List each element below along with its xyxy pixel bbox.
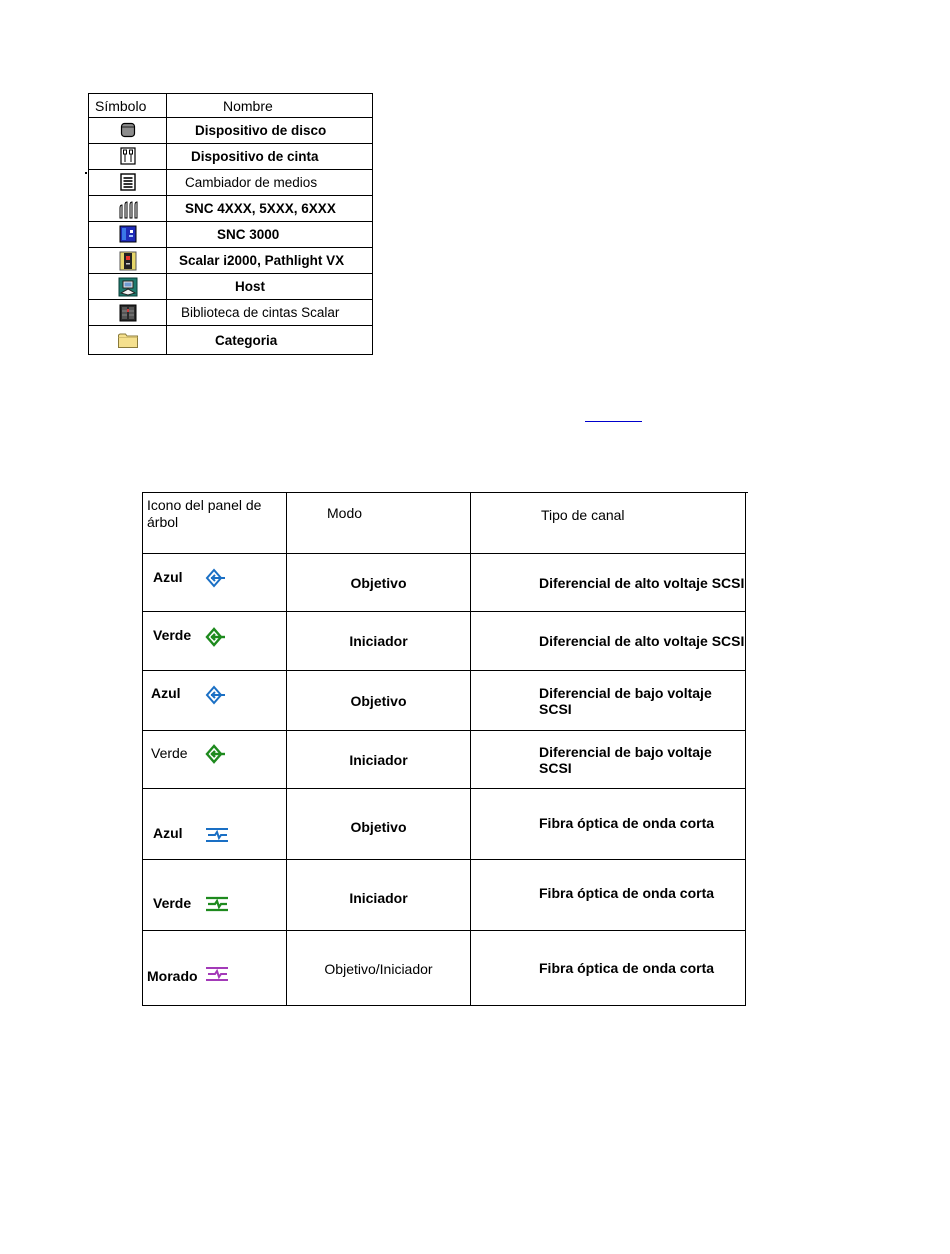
snc-3000-icon	[119, 225, 137, 243]
channel-table-header	[143, 493, 746, 554]
mode-cell: Objetivo	[287, 554, 471, 612]
symbol-table-header	[89, 94, 373, 118]
mode-cell: Iniciador	[287, 612, 471, 671]
table-row	[143, 731, 746, 789]
channel-type-cell: Diferencial de alto voltaje SCSI	[471, 612, 746, 671]
table-row	[89, 300, 373, 326]
table-row	[143, 789, 746, 860]
color-label: Verde	[153, 627, 192, 643]
link-underline[interactable]	[585, 421, 642, 422]
color-label: Azul	[151, 685, 181, 701]
scsi-channel-icon	[205, 685, 227, 705]
channel-type-cell: Diferencial de bajo voltaje SCSI	[471, 731, 746, 789]
table-row	[89, 170, 373, 196]
channel-type-cell: Diferencial de alto voltaje SCSI	[471, 554, 746, 612]
tape-device-icon	[120, 147, 136, 165]
category-folder-icon	[117, 331, 139, 349]
fibre-channel-icon	[205, 894, 229, 914]
fibre-channel-icon	[205, 825, 229, 845]
table-row	[89, 144, 373, 170]
table-row	[89, 274, 373, 300]
table-row	[143, 612, 746, 671]
channel-type-cell: Diferencial de bajo voltaje SCSI	[471, 671, 746, 731]
header-mode: Modo	[287, 493, 471, 554]
table-row	[143, 671, 746, 731]
symbol-name: Scalar i2000, Pathlight VX	[179, 253, 345, 268]
scsi-channel-icon	[205, 568, 227, 588]
mode-cell: Iniciador	[287, 860, 471, 931]
symbol-table	[88, 93, 373, 355]
color-label: Verde	[153, 895, 192, 911]
header-symbol: Símbolo	[89, 94, 167, 118]
symbol-name: Categoria	[215, 332, 278, 348]
scalar-tape-library-icon	[118, 303, 138, 323]
table-row	[89, 196, 373, 222]
fibre-channel-icon	[205, 964, 229, 984]
symbol-name: Biblioteca de cintas Scalar	[181, 305, 340, 320]
disk-device-icon	[120, 122, 136, 138]
symbol-name: SNC 4XXX, 5XXX, 6XXX	[185, 201, 336, 216]
channel-table	[142, 492, 746, 1006]
table-row	[89, 222, 373, 248]
media-changer-icon	[120, 173, 136, 191]
symbol-name: Host	[235, 279, 265, 294]
channel-type-cell: Fibra óptica de onda corta	[471, 931, 746, 1006]
color-label: Verde	[151, 745, 188, 761]
table-row	[143, 554, 746, 612]
table-row	[143, 931, 746, 1006]
table-row	[143, 860, 746, 931]
color-label: Morado	[147, 968, 198, 984]
table-row	[89, 326, 373, 355]
color-label: Azul	[153, 825, 183, 841]
color-label: Azul	[153, 569, 183, 585]
scsi-channel-icon	[205, 627, 227, 647]
table-row	[89, 248, 373, 274]
mode-cell: Objetivo	[287, 671, 471, 731]
mode-cell: Iniciador	[287, 731, 471, 789]
table-row	[89, 118, 373, 144]
symbol-name: Dispositivo de cinta	[191, 149, 319, 164]
header-name: Nombre	[167, 94, 373, 118]
snc-4xxx-icon	[117, 199, 139, 219]
scalar-i2000-icon	[119, 251, 137, 271]
symbol-name: Cambiador de medios	[185, 175, 318, 190]
symbol-name: SNC 3000	[217, 227, 280, 242]
mode-cell: Objetivo/Iniciador	[287, 931, 471, 1006]
host-icon	[118, 277, 138, 297]
mode-cell: Objetivo	[287, 789, 471, 860]
scsi-channel-icon	[205, 744, 227, 764]
channel-type-cell: Fibra óptica de onda corta	[471, 789, 746, 860]
symbol-name: Dispositivo de disco	[195, 123, 327, 138]
channel-type-cell: Fibra óptica de onda corta	[471, 860, 746, 931]
header-channel-type: Tipo de canal	[471, 493, 746, 554]
stray-dot	[85, 172, 87, 174]
header-tree-icon: Icono del panel de árbol	[143, 493, 287, 554]
